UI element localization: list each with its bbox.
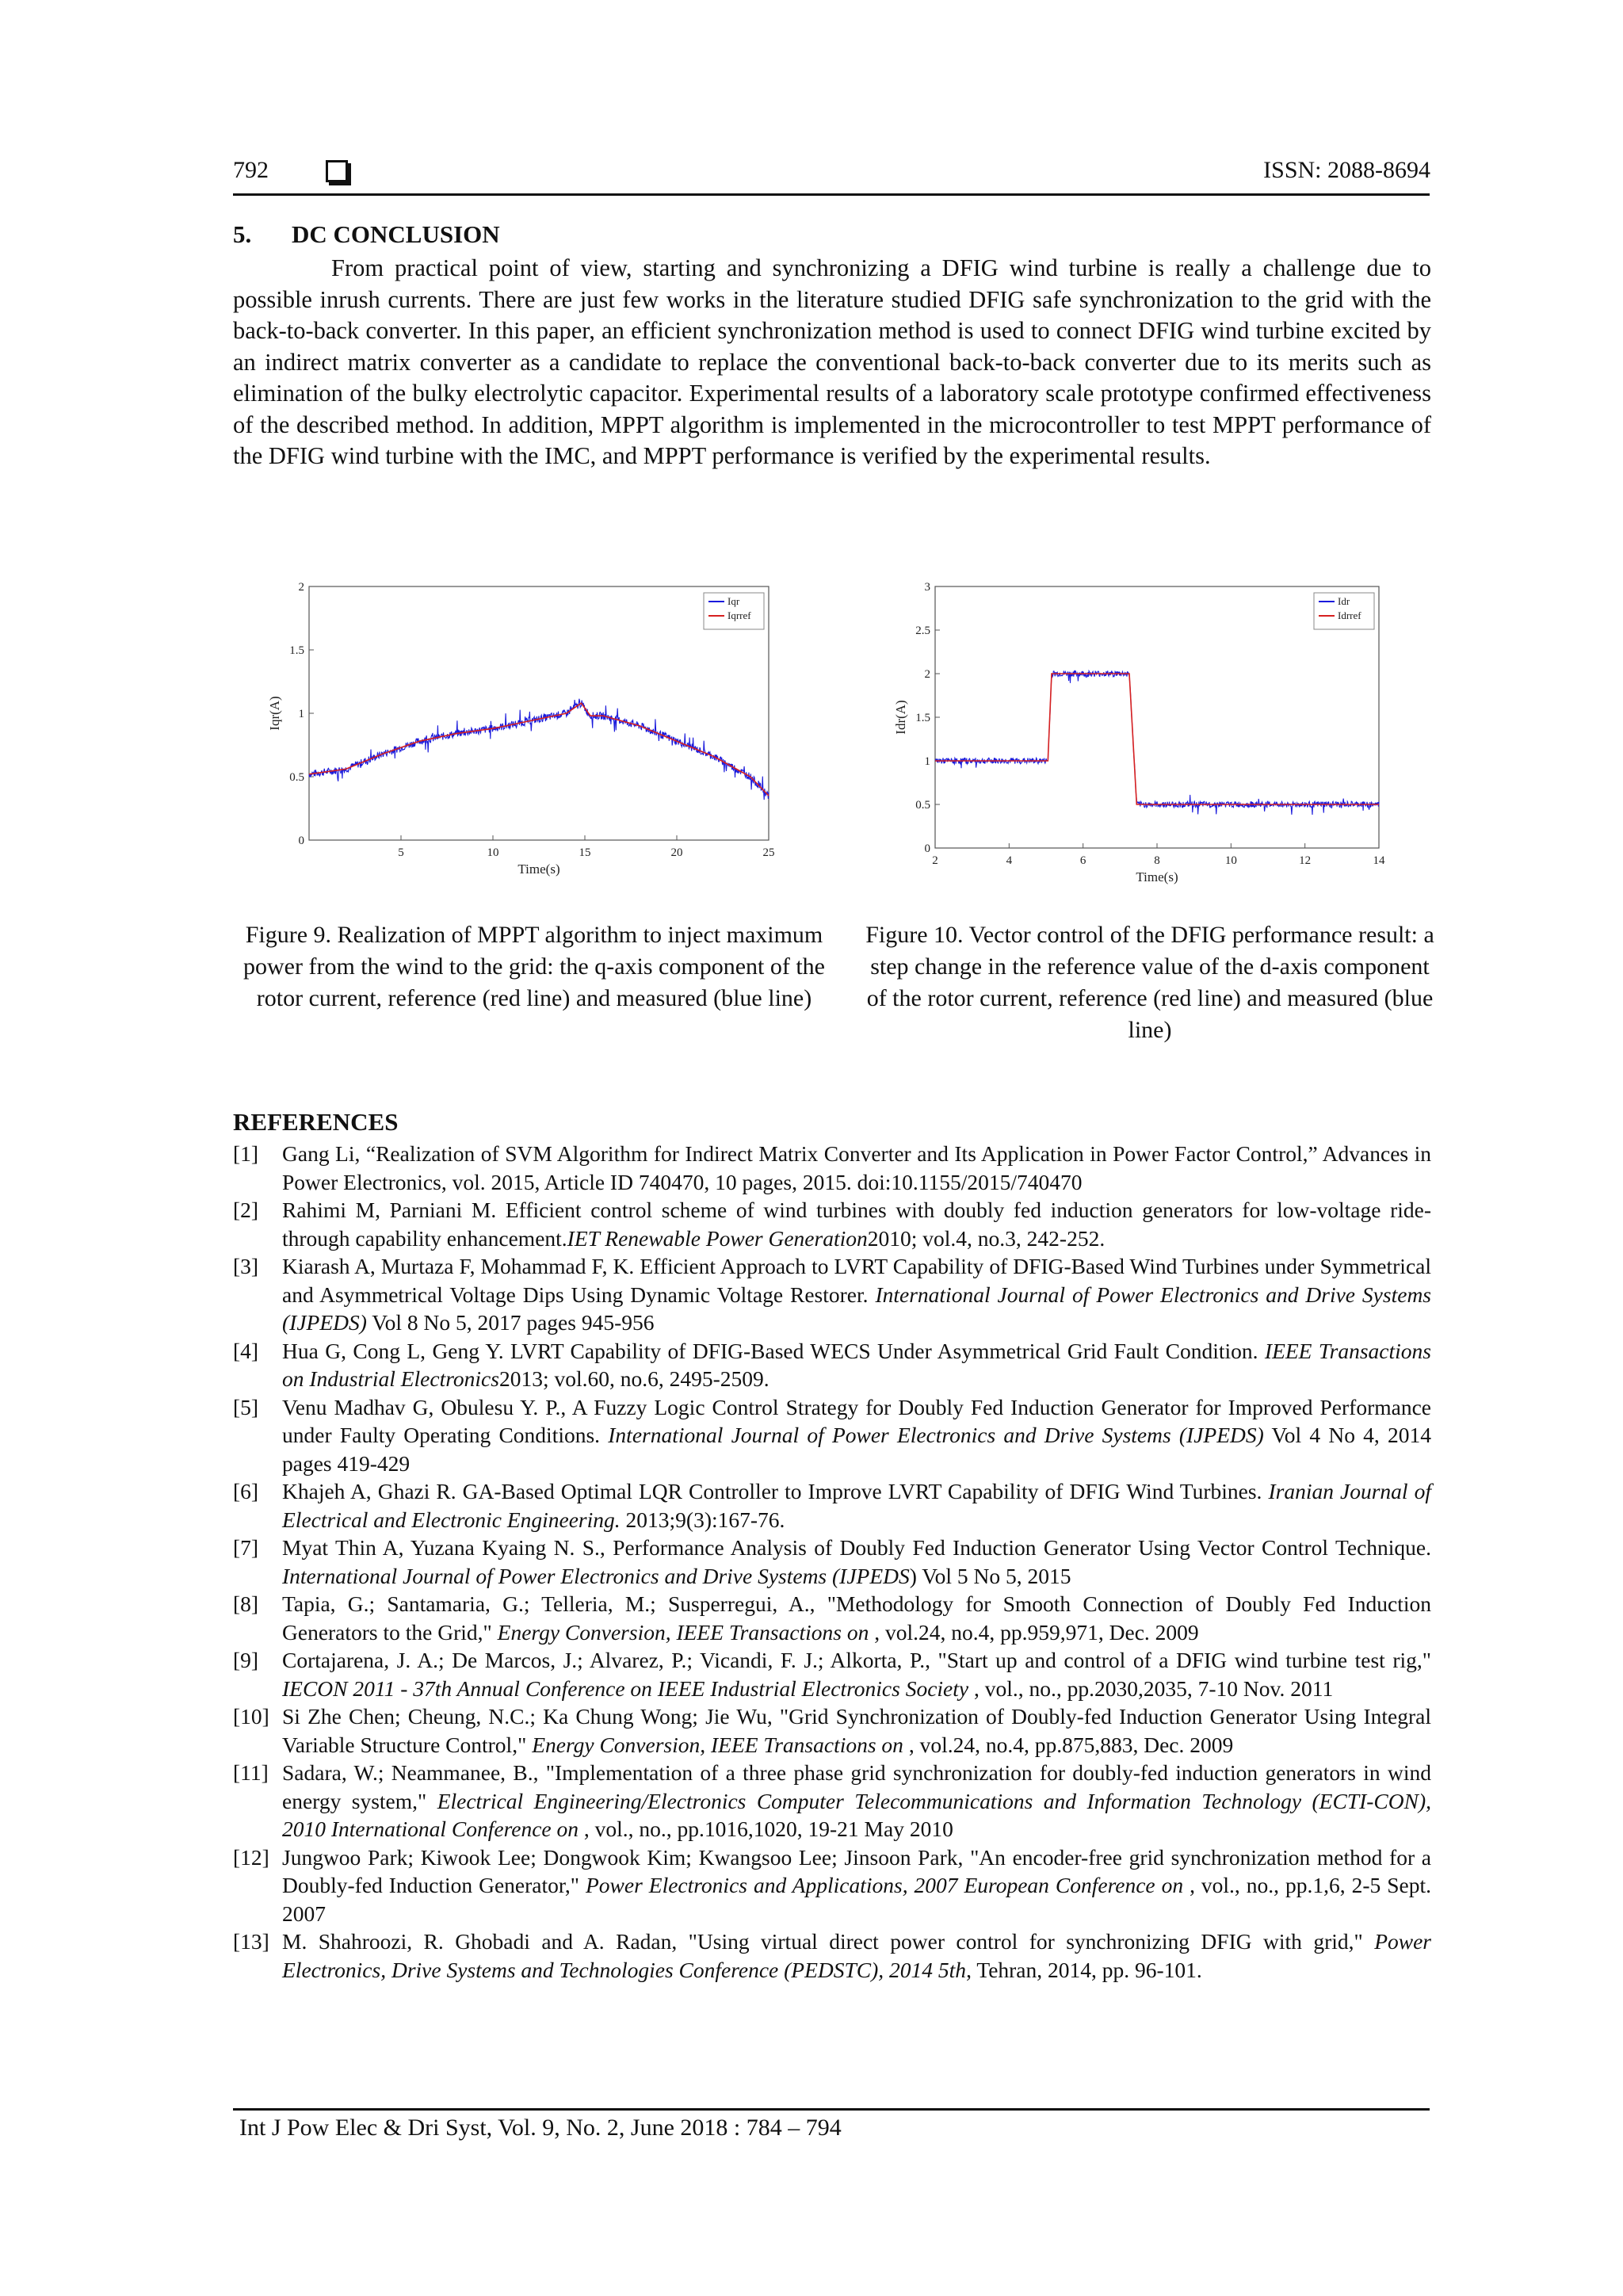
figure-9-caption: Figure 9. Realization of MPPT algorithm to inject maximum power from the wind to the grid: the q-axis component of the rotor current, reference (red line) and measured (blue line): [243, 922, 825, 1011]
reference-venue: Electrical Engineering/Electronics Computer Telecommunications and Information Technology (ECTI-CON), 2010 International Conference on: [282, 1788, 1431, 1841]
reference-number: [13]: [233, 1929, 269, 1954]
footer-rule: [233, 2108, 1430, 2111]
figure-10-caption: Figure 10. Vector control of the DFIG performance result: a step change in the reference value of the d-axis component of the rotor current, reference (red line) and measured (blue line): [865, 922, 1434, 1043]
reference-text: Sadara, W.; Neammanee, B., "Implementation of a three phase grid synchronization for doubly-fed induction generators in wind energy system,": [282, 1760, 1431, 1813]
page-header-left: [233, 157, 348, 184]
figure-10-chart: [888, 571, 1426, 896]
figure-9-chart: [260, 571, 799, 888]
reference-text: Si Zhe Chen; Cheung, N.C.; Ka Chung Wong; Jie Wu, "Grid Synchronization of Doubly-fed Induction Generator Using Integral Variable Structure Control,": [282, 1704, 1431, 1757]
references-list: [233, 1140, 1431, 1984]
reference-number: [5]: [233, 1394, 259, 1419]
x-axis-label: Time(s): [517, 861, 560, 877]
reference-number: [3]: [233, 1254, 259, 1278]
reference-venue: Power Electronics, Drive Systems and Technologies Conference (PEDSTC), 2014 5th: [282, 1929, 1431, 1982]
reference-item: [233, 1337, 1431, 1393]
reference-text: 2010; vol.4, no.3, 242-252.: [867, 1225, 1106, 1251]
reference-item: [233, 1140, 1431, 1196]
reference-number: [11]: [233, 1760, 269, 1785]
reference-text: ) Vol 5 No 5, 2015: [909, 1563, 1071, 1588]
legend-label: Iqr: [727, 595, 740, 607]
reference-venue: Iranian Journal of Electrical and Electronic Engineering.: [282, 1479, 1431, 1532]
reference-text: Vol 8 No 5, 2017 pages 945-956: [366, 1310, 655, 1335]
x-tick-label: 6: [1079, 854, 1086, 867]
reference-number: [2]: [233, 1198, 259, 1222]
reference-text: , vol.24, no.4, pp.875,883, Dec. 2009: [903, 1732, 1234, 1757]
reference-venue: IET Renewable Power Generation: [567, 1225, 868, 1251]
reference-number: [7]: [233, 1535, 259, 1560]
reference-text: Gang Li, “Realization of SVM Algorithm for Indirect Matrix Converter and Its Application in Power Factor Control,” Advances in Power Electronics, vol. 2015, Article ID 740470, 10 pages, 2015. doi:10.1155/2015/740470: [282, 1141, 1431, 1194]
reference-item: [233, 1477, 1431, 1534]
reference-text: M. Shahroozi, R. Ghobadi and A. Radan, "Using virtual direct power control for synchronizing DFIG with grid,": [282, 1929, 1375, 1954]
reference-text: , vol., no., pp.2030,2035, 7-10 Nov. 2011: [968, 1675, 1334, 1701]
x-tick-label: 12: [1299, 854, 1312, 867]
y-tick-label: 0: [298, 835, 304, 847]
legend-label: Idrref: [1338, 609, 1361, 621]
section-number: 5.: [233, 220, 252, 248]
issn-label: ISSN: 2088-8694: [1263, 157, 1430, 183]
section-title-text: DC CONCLUSION: [292, 220, 500, 248]
x-tick-label: 25: [762, 846, 775, 859]
y-tick-label: 3: [924, 581, 930, 594]
reference-text: 2013; vol.60, no.6, 2495-2509.: [498, 1366, 769, 1391]
y-axis-label: Idr(A): [893, 700, 908, 735]
reference-number: [10]: [233, 1704, 269, 1729]
figure-9-svg: [260, 571, 799, 888]
x-tick-label: 15: [579, 846, 591, 859]
reference-text: Kiarash A, Murtaza F, Mohammad F, K. Efficient Approach to LVRT Capability of DFIG-Based Wind Turbines under Symmetrical and Asymmetrical Voltage Dips Using Dynamic Voltage Restorer.: [282, 1254, 1431, 1307]
references-title: REFERENCES: [233, 1108, 399, 1136]
page-number: 792: [233, 157, 269, 183]
conclusion-text: From practical point of view, starting and synchronizing a DFIG wind turbine is really a challenge due to possible inrush currents. There are just few works in the literature studied DFIG safe synchronization to the grid with the back-to-back converter. In this paper, an efficient synchronization method is used to connect DFIG wind turbine excited by an indirect matrix converter as a candidate to replace the conventional back-to-back converter due to its merits such as elimination of the bulky electrolytic capacitor. Experimental results of a laboratory scale prototype confirmed effectiveness of the described method. In addition, MPPT algorithm is implemented in the microcontroller to test MPPT performance of the DFIG wind turbine with the IMC, and MPPT performance is verified by the experimental results.: [233, 254, 1431, 469]
reference-text: Jungwoo Park; Kiwook Lee; Dongwook Kim; Kwangsoo Lee; Jinsoon Park, "An encoder-free grid synchronization method for a Doubly-fed Induction Generator,": [282, 1844, 1431, 1897]
reference-item: [233, 1196, 1431, 1252]
reference-text: , vol., no., pp.1,6, 2-5 Sept. 2007: [282, 1873, 1431, 1926]
reference-item: [233, 1393, 1431, 1478]
reference-item: [233, 1702, 1431, 1759]
reference-text: Venu Madhav G, Obulesu Y. P., A Fuzzy Logic Control Strategy for Doubly Fed Induction Generator for Improved Performance under Faulty Operating Conditions.: [282, 1394, 1431, 1447]
y-tick-label: 1: [924, 755, 930, 768]
x-tick-label: 10: [1224, 854, 1237, 867]
reference-text: 2013;9(3):167-76.: [620, 1507, 785, 1532]
x-tick-label: 5: [398, 846, 404, 859]
reference-text: , Tehran, 2014, pp. 96-101.: [966, 1957, 1202, 1982]
footer-citation: Int J Pow Elec & Dri Syst, Vol. 9, No. 2, June 2018 : 784 – 794: [239, 2115, 842, 2141]
reference-number: [9]: [233, 1648, 259, 1672]
y-tick-label: 1.5: [915, 712, 930, 724]
y-tick-label: 0: [924, 842, 930, 855]
reference-venue: Energy Conversion, IEEE Transactions on: [532, 1732, 903, 1757]
reference-item: [233, 1534, 1431, 1590]
reference-venue: International Journal of Power Electronics and Drive Systems (IJPEDS): [608, 1423, 1264, 1447]
y-axis-label: Iqr(A): [267, 696, 282, 731]
reference-item: [233, 1590, 1431, 1646]
figure-10-svg: [888, 571, 1426, 896]
x-tick-label: 10: [487, 846, 499, 859]
reference-text: Rahimi M, Parniani M. Efficient control scheme of wind turbines with doubly fed induction generators for low-voltage ride-through capability enhancement.: [282, 1198, 1431, 1251]
reference-number: [4]: [233, 1338, 259, 1363]
y-tick-label: 2: [298, 581, 304, 594]
plot-area: [309, 586, 769, 840]
x-tick-label: 14: [1373, 854, 1385, 867]
y-tick-label: 1.5: [289, 644, 304, 657]
x-axis-label: Time(s): [1136, 869, 1178, 884]
reference-text: Tapia, G.; Santamaria, G.; Telleria, M.; Susperregui, A., "Methodology for Smooth Connection of Doubly Fed Induction Generators to the Grid,": [282, 1591, 1431, 1645]
legend-label: Idr: [1338, 595, 1350, 607]
reference-number: [6]: [233, 1479, 259, 1503]
conclusion-paragraph: [233, 253, 1431, 472]
reference-text: Hua G, Cong L, Geng Y. LVRT Capability of DFIG-Based WECS Under Asymmetrical Grid Fault Condition.: [282, 1338, 1265, 1363]
reference-text: , vol.24, no.4, pp.959,971, Dec. 2009: [869, 1619, 1199, 1645]
reference-item: [233, 1843, 1431, 1928]
reference-number: [1]: [233, 1141, 259, 1166]
reference-venue: Energy Conversion, IEEE Transactions on: [497, 1619, 869, 1645]
reference-number: [8]: [233, 1591, 259, 1616]
reference-item: [233, 1646, 1431, 1702]
reference-text: Khajeh A, Ghazi R. GA-Based Optimal LQR Controller to Improve LVRT Capability of DFIG Wind Turbines.: [282, 1479, 1269, 1503]
reference-text: , vol., no., pp.1016,1020, 19-21 May 2010: [579, 1817, 953, 1841]
y-tick-label: 2.5: [915, 625, 930, 637]
x-tick-label: 2: [932, 854, 938, 867]
header-rule: [233, 193, 1430, 196]
reference-item: [233, 1759, 1431, 1843]
reference-venue: Power Electronics and Applications, 2007 European Conference on: [586, 1873, 1184, 1897]
reference-number: [12]: [233, 1844, 269, 1870]
reference-text: Vol 4 No 4, 2014 pages 419-429: [282, 1423, 1431, 1476]
reference-text: Myat Thin A, Yuzana Kyaing N. S., Performance Analysis of Doubly Fed Induction Generator Using Vector Control Technique.: [282, 1535, 1431, 1560]
y-tick-label: 0.5: [289, 771, 304, 784]
reference-venue: IECON 2011 - 37th Annual Conference on IEEE Industrial Electronics Society: [282, 1675, 969, 1701]
reference-venue: International Journal of Power Electronics and Drive Systems (IJPEDS): [282, 1282, 1431, 1335]
reference-item: [233, 1252, 1431, 1337]
y-tick-label: 2: [924, 668, 930, 681]
x-tick-label: 4: [1006, 854, 1013, 867]
reference-venue: International Journal of Power Electronics and Drive Systems (IJPEDS: [282, 1563, 910, 1588]
checkbox-square-icon: [326, 160, 348, 182]
reference-item: [233, 1927, 1431, 1984]
x-tick-label: 8: [1154, 854, 1160, 867]
y-tick-label: 0.5: [915, 799, 930, 812]
y-tick-label: 1: [298, 708, 304, 720]
section-title: [233, 220, 500, 249]
x-tick-label: 20: [670, 846, 683, 859]
reference-text: Cortajarena, J. A.; De Marcos, J.; Alvarez, P.; Vicandi, F. J.; Alkorta, P., "Start up and control of a DFIG wind turbine test rig,": [282, 1648, 1431, 1672]
legend-label: Iqrref: [727, 609, 751, 621]
reference-venue: IEEE Transactions on Industrial Electronics: [282, 1338, 1432, 1391]
